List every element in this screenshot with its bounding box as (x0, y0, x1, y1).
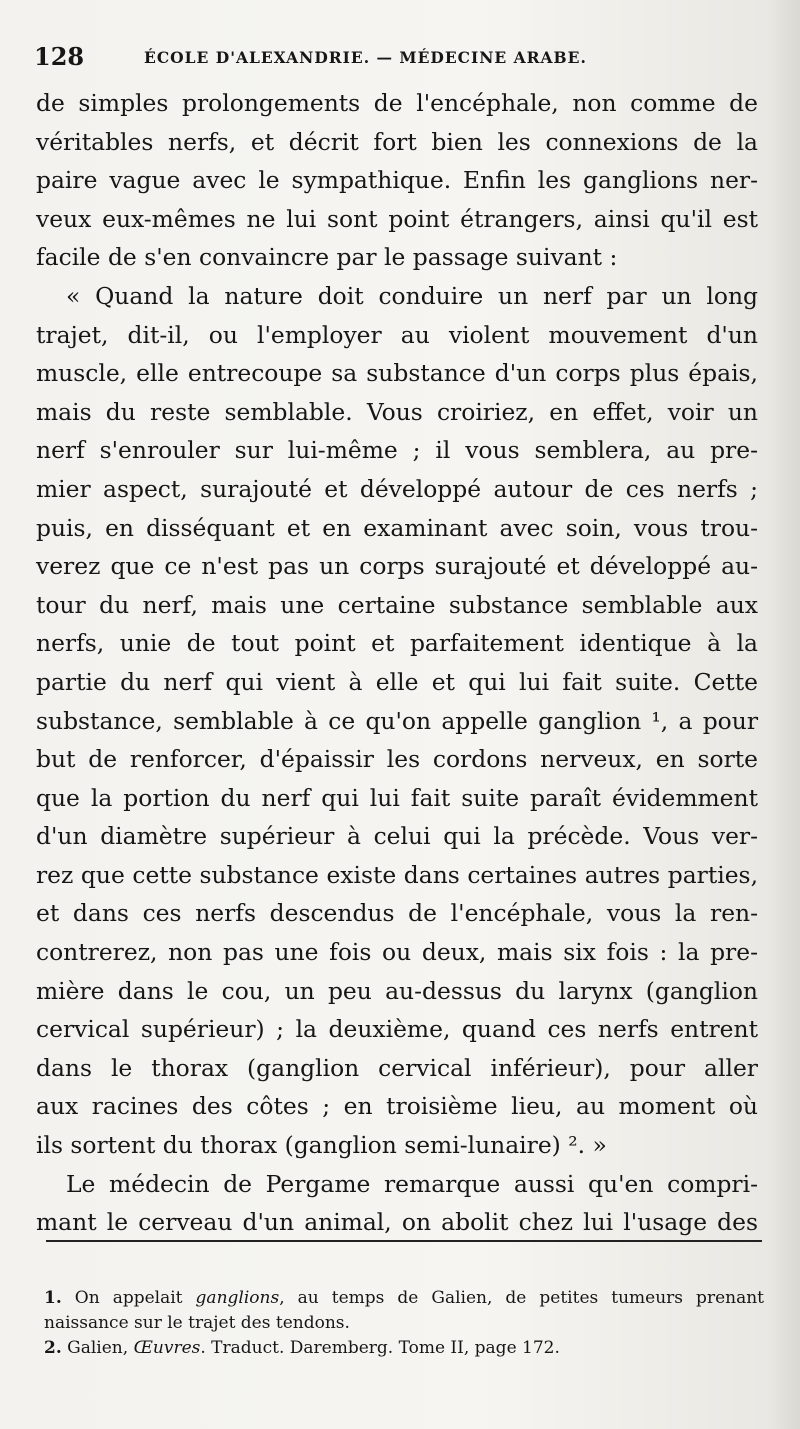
footnote-text: Galien, (61, 1338, 134, 1358)
text-line: de simples prolongements de l'encéphale, non comme de (36, 89, 758, 117)
page-number: 128 (34, 42, 85, 71)
running-title: ÉCOLE D'ALEXANDRIE. — MÉDECINE ARABE. (144, 48, 587, 67)
text-line: mier aspect, surajouté et développé autour de ces nerfs ; (36, 474, 758, 503)
text-line: nerf s'enrouler sur lui-même ; il vous semblera, au pre- (36, 436, 758, 465)
paragraph-start-line: Le médecin de Pergame remarque aussi qu'en compri- (66, 1169, 758, 1198)
text-line: que la portion du nerf qui lui fait suite paraît évidemment (36, 783, 758, 812)
text-line: rez que cette substance existe dans certaines autres parties, (36, 860, 758, 889)
text-line: puis, en disséquant et en examinant avec soin, vous trou- (36, 513, 758, 542)
quote-start-line: « Quand la nature doit conduire un nerf par un long (66, 281, 758, 310)
footnotes (44, 1286, 764, 1361)
text-line: paire vague avec le sympathique. Enfin les ganglions ner- (36, 166, 758, 195)
text-line: dans le thorax (ganglion cervical inférieur), pour aller (36, 1053, 758, 1082)
footnote-1-continued: naissance sur le trajet des tendons. (44, 1313, 350, 1333)
text-line: véritables nerfs, et décrit fort bien les connexions de la (36, 127, 758, 156)
text-line: et dans ces nerfs descendus de l'encéphale, vous la ren- (36, 899, 758, 928)
footnote-number: 2. (44, 1338, 62, 1358)
text-line: veux eux-mêmes ne lui sont point étrangers, ainsi qu'il est (36, 204, 758, 233)
text-line: tour du nerf, mais une certaine substance semblable aux (36, 590, 758, 619)
text-line: substance, semblable à ce qu'on appelle ganglion ¹, a pour (36, 706, 758, 735)
text-line: facile de s'en convaincre par le passage suivant : (36, 243, 618, 272)
footnote-1 (44, 1286, 764, 1311)
text-line: verez que ce n'est pas un corps surajouté et développé au- (36, 552, 758, 581)
footnote-text: . Traduct. Daremberg. Tome II, page 172. (200, 1338, 560, 1358)
text-line: trajet, dit-il, ou l'employer au violent mouvement d'un (36, 320, 758, 349)
page-header (34, 40, 754, 76)
text-line: contrerez, non pas une fois ou deux, mais six fois : la pre- (36, 938, 758, 967)
footnote-term: ganglions (195, 1288, 280, 1308)
text-line: partie du nerf qui vient à elle et qui lui fait suite. Cette (36, 667, 758, 696)
footnote-work-title: Œuvres (133, 1338, 201, 1358)
text-line: muscle, elle entrecoupe sa substance d'un corps plus épais, (36, 359, 758, 388)
text-line: mant le cerveau d'un animal, on abolit chez lui l'usage des (36, 1208, 758, 1237)
text-line: mais du reste semblable. Vous croiriez, en effet, voir un (36, 397, 758, 426)
text-line: but de renforcer, d'épaissir les cordons nerveux, en sorte (36, 745, 758, 774)
quote-end-line: ils sortent du thorax (ganglion semi-lunaire) ². » (36, 1131, 607, 1160)
text-line: mière dans le cou, un peu au-dessus du larynx (ganglion (36, 976, 758, 1005)
text-line: d'un diamètre supérieur à celui qui la précède. Vous ver- (36, 822, 758, 851)
main-text (36, 84, 758, 1242)
footnote-text: On appelait (61, 1288, 196, 1308)
text-line: aux racines des côtes ; en troisième lieu, au moment où (36, 1092, 758, 1121)
text-line: nerfs, unie de tout point et parfaitement identique à la (36, 629, 758, 658)
footnote-text: , au temps de Galien, de petites tumeurs prenant (279, 1288, 764, 1308)
footnote-divider (46, 1240, 762, 1242)
footnote-2 (44, 1336, 764, 1361)
footnote-number: 1. (44, 1288, 62, 1308)
text-line: cervical supérieur) ; la deuxième, quand ces nerfs entrent (36, 1015, 758, 1044)
